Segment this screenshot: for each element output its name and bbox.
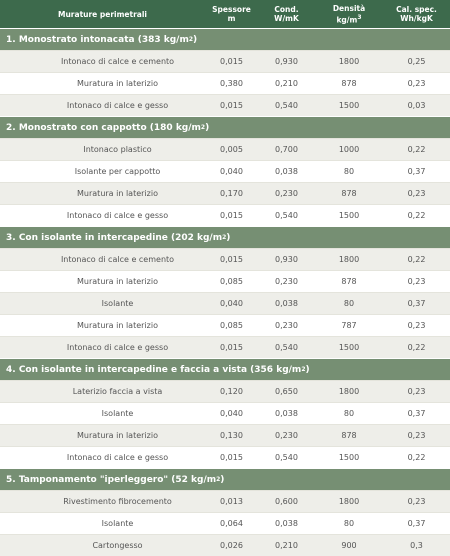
cell-spessore: 0,130 [220,431,243,440]
cell-cond: 0,540 [275,211,298,220]
cell-spessore: 0,064 [220,519,243,528]
cell-spessore: 0,026 [220,541,243,550]
cell-spessore: 0,015 [220,101,243,110]
cell-densita: 787 [341,321,357,330]
cell-material: Intonaco plastico [83,145,152,154]
cell-densita: 80 [343,299,355,308]
table-row [0,292,450,314]
cell-material: Intonaco di calce e cemento [60,255,175,264]
cell-spessore: 0,015 [220,343,243,352]
cell-cal-spec: 0,22 [407,255,426,264]
cell-cal-spec: 0,23 [407,79,426,88]
header-cond: Cond. W/mK [274,5,299,23]
cell-densita: 1800 [338,387,360,396]
cell-spessore: 0,040 [220,299,243,308]
section-title: 2. Monostrato con cappotto (180 kg/m [6,122,201,133]
cell-cond: 0,930 [275,57,298,66]
section-title: 3. Con isolante in intercapedine (202 kg/m [6,232,223,243]
cell-spessore: 0,380 [220,79,243,88]
table-row [0,94,450,116]
cell-cal-spec: 0,37 [407,409,426,418]
cell-spessore: 0,040 [220,167,243,176]
cell-densita: 1800 [338,57,360,66]
cell-material: Muratura in laterizio [77,277,158,286]
cell-cond: 0,540 [275,343,298,352]
section-title: 1. Monostrato intonacata (383 kg/m [6,34,189,45]
cell-cond: 0,038 [275,167,298,176]
cell-material: Rivestimento fibrocemento [63,497,172,506]
cell-cal-spec: 0,22 [407,453,426,462]
cell-densita: 900 [341,541,357,550]
cell-spessore: 0,005 [220,145,243,154]
cell-cond: 0,210 [275,541,298,550]
cell-cond: 0,230 [275,189,298,198]
section-title: 4. Con isolante in intercapedine e faccia a vista (356 kg/m [6,364,302,375]
table-row [0,512,450,534]
cell-cal-spec: 0,23 [407,387,426,396]
cell-densita: 1500 [338,453,360,462]
cell-material: Muratura in laterizio [77,189,158,198]
cell-spessore: 0,120 [220,387,243,396]
cell-cal-spec: 0,23 [407,189,426,198]
cell-material: Intonaco di calce e gesso [66,343,169,352]
table-row [0,248,450,270]
table-row [0,314,450,336]
cell-densita: 878 [341,189,357,198]
table-row [0,336,450,358]
cell-material: Isolante [101,409,134,418]
cell-cond: 0,038 [275,299,298,308]
cell-spessore: 0,170 [220,189,243,198]
cell-material: Intonaco di calce e gesso [66,453,169,462]
cell-cal-spec: 0,23 [407,321,426,330]
cell-cal-spec: 0,3 [410,541,423,550]
cell-spessore: 0,015 [220,255,243,264]
table-row [0,402,450,424]
cell-cal-spec: 0,22 [407,211,426,220]
cell-cond: 0,230 [275,321,298,330]
cell-cond: 0,540 [275,453,298,462]
cell-cond: 0,038 [275,519,298,528]
cell-material: Isolante [101,519,134,528]
cell-cond: 0,540 [275,101,298,110]
table-row [0,182,450,204]
table-body [0,28,450,556]
table-row [0,204,450,226]
cell-material: Intonaco di calce e cemento [60,57,175,66]
header-name: Murature perimetrali [58,9,147,19]
cell-material: Laterizio faccia a vista [72,387,163,396]
header-spessore: Spessore m [212,5,251,23]
cell-densita: 80 [343,409,355,418]
cell-spessore: 0,015 [220,211,243,220]
cell-spessore: 0,040 [220,409,243,418]
cell-spessore: 0,015 [220,453,243,462]
cell-spessore: 0,085 [220,277,243,286]
cell-densita: 878 [341,431,357,440]
cell-cal-spec: 0,23 [407,431,426,440]
table-row [0,490,450,512]
cell-cal-spec: 0,22 [407,343,426,352]
cell-cal-spec: 0,03 [407,101,426,110]
cell-spessore: 0,013 [220,497,243,506]
table-row [0,160,450,182]
header-densita: Densità $kg/m^3$ [332,3,366,25]
cell-cal-spec: 0,37 [407,519,426,528]
table-row [0,534,450,556]
cell-cal-spec: 0,25 [407,57,426,66]
cell-densita: 80 [343,167,355,176]
cell-material: Intonaco di calce e gesso [66,211,169,220]
cell-material: Isolante [101,299,134,308]
cell-cond: 0,600 [275,497,298,506]
cell-densita: 878 [341,277,357,286]
cell-material: Cartongesso [92,541,143,550]
cell-cond: 0,210 [275,79,298,88]
cell-material: Muratura in laterizio [77,321,158,330]
cell-densita: 1500 [338,343,360,352]
cell-densita: 80 [343,519,355,528]
cell-cond: 0,230 [275,277,298,286]
table-row [0,72,450,94]
cell-cond: 0,930 [275,255,298,264]
cell-cond: 0,650 [275,387,298,396]
cell-densita: 1800 [338,255,360,264]
table-row [0,270,450,292]
table-row [0,138,450,160]
cell-densita: 1500 [338,101,360,110]
cell-densita: 1000 [338,145,360,154]
section-header: 2. Monostrato con cappotto (180 kg/m 2 ) [0,116,450,138]
cell-cal-spec: 0,37 [407,167,426,176]
table-row [0,424,450,446]
cell-cond: 0,038 [275,409,298,418]
cell-spessore: 0,085 [220,321,243,330]
header-cal-spec: Cal. spec. Wh/kgK [396,5,437,23]
cell-cal-spec: 0,22 [407,145,426,154]
section-title: 5. Tamponamento "iperleggero" (52 kg/m [6,474,217,485]
table-row [0,446,450,468]
cell-cal-spec: 0,37 [407,299,426,308]
section-header: 5. Tamponamento "iperleggero" (52 kg/m 2 ) [0,468,450,490]
table-header [0,0,450,28]
cell-cal-spec: 0,23 [407,277,426,286]
cell-cal-spec: 0,23 [407,497,426,506]
cell-material: Intonaco di calce e gesso [66,101,169,110]
cell-densita: 1800 [338,497,360,506]
cell-material: Muratura in laterizio [77,79,158,88]
cell-spessore: 0,015 [220,57,243,66]
section-header: 3. Con isolante in intercapedine (202 kg/m 2 ) [0,226,450,248]
table-row [0,380,450,402]
cell-material: Muratura in laterizio [77,431,158,440]
table-row [0,50,450,72]
cell-densita: 878 [341,79,357,88]
cell-cond: 0,230 [275,431,298,440]
cell-cond: 0,700 [275,145,298,154]
section-header: 4. Con isolante in intercapedine e faccia a vista (356 kg/m 2 ) [0,358,450,380]
cell-densita: 1500 [338,211,360,220]
cell-material: Isolante per cappotto [74,167,161,176]
section-header: 1. Monostrato intonacata (383 kg/m 2 ) [0,28,450,50]
